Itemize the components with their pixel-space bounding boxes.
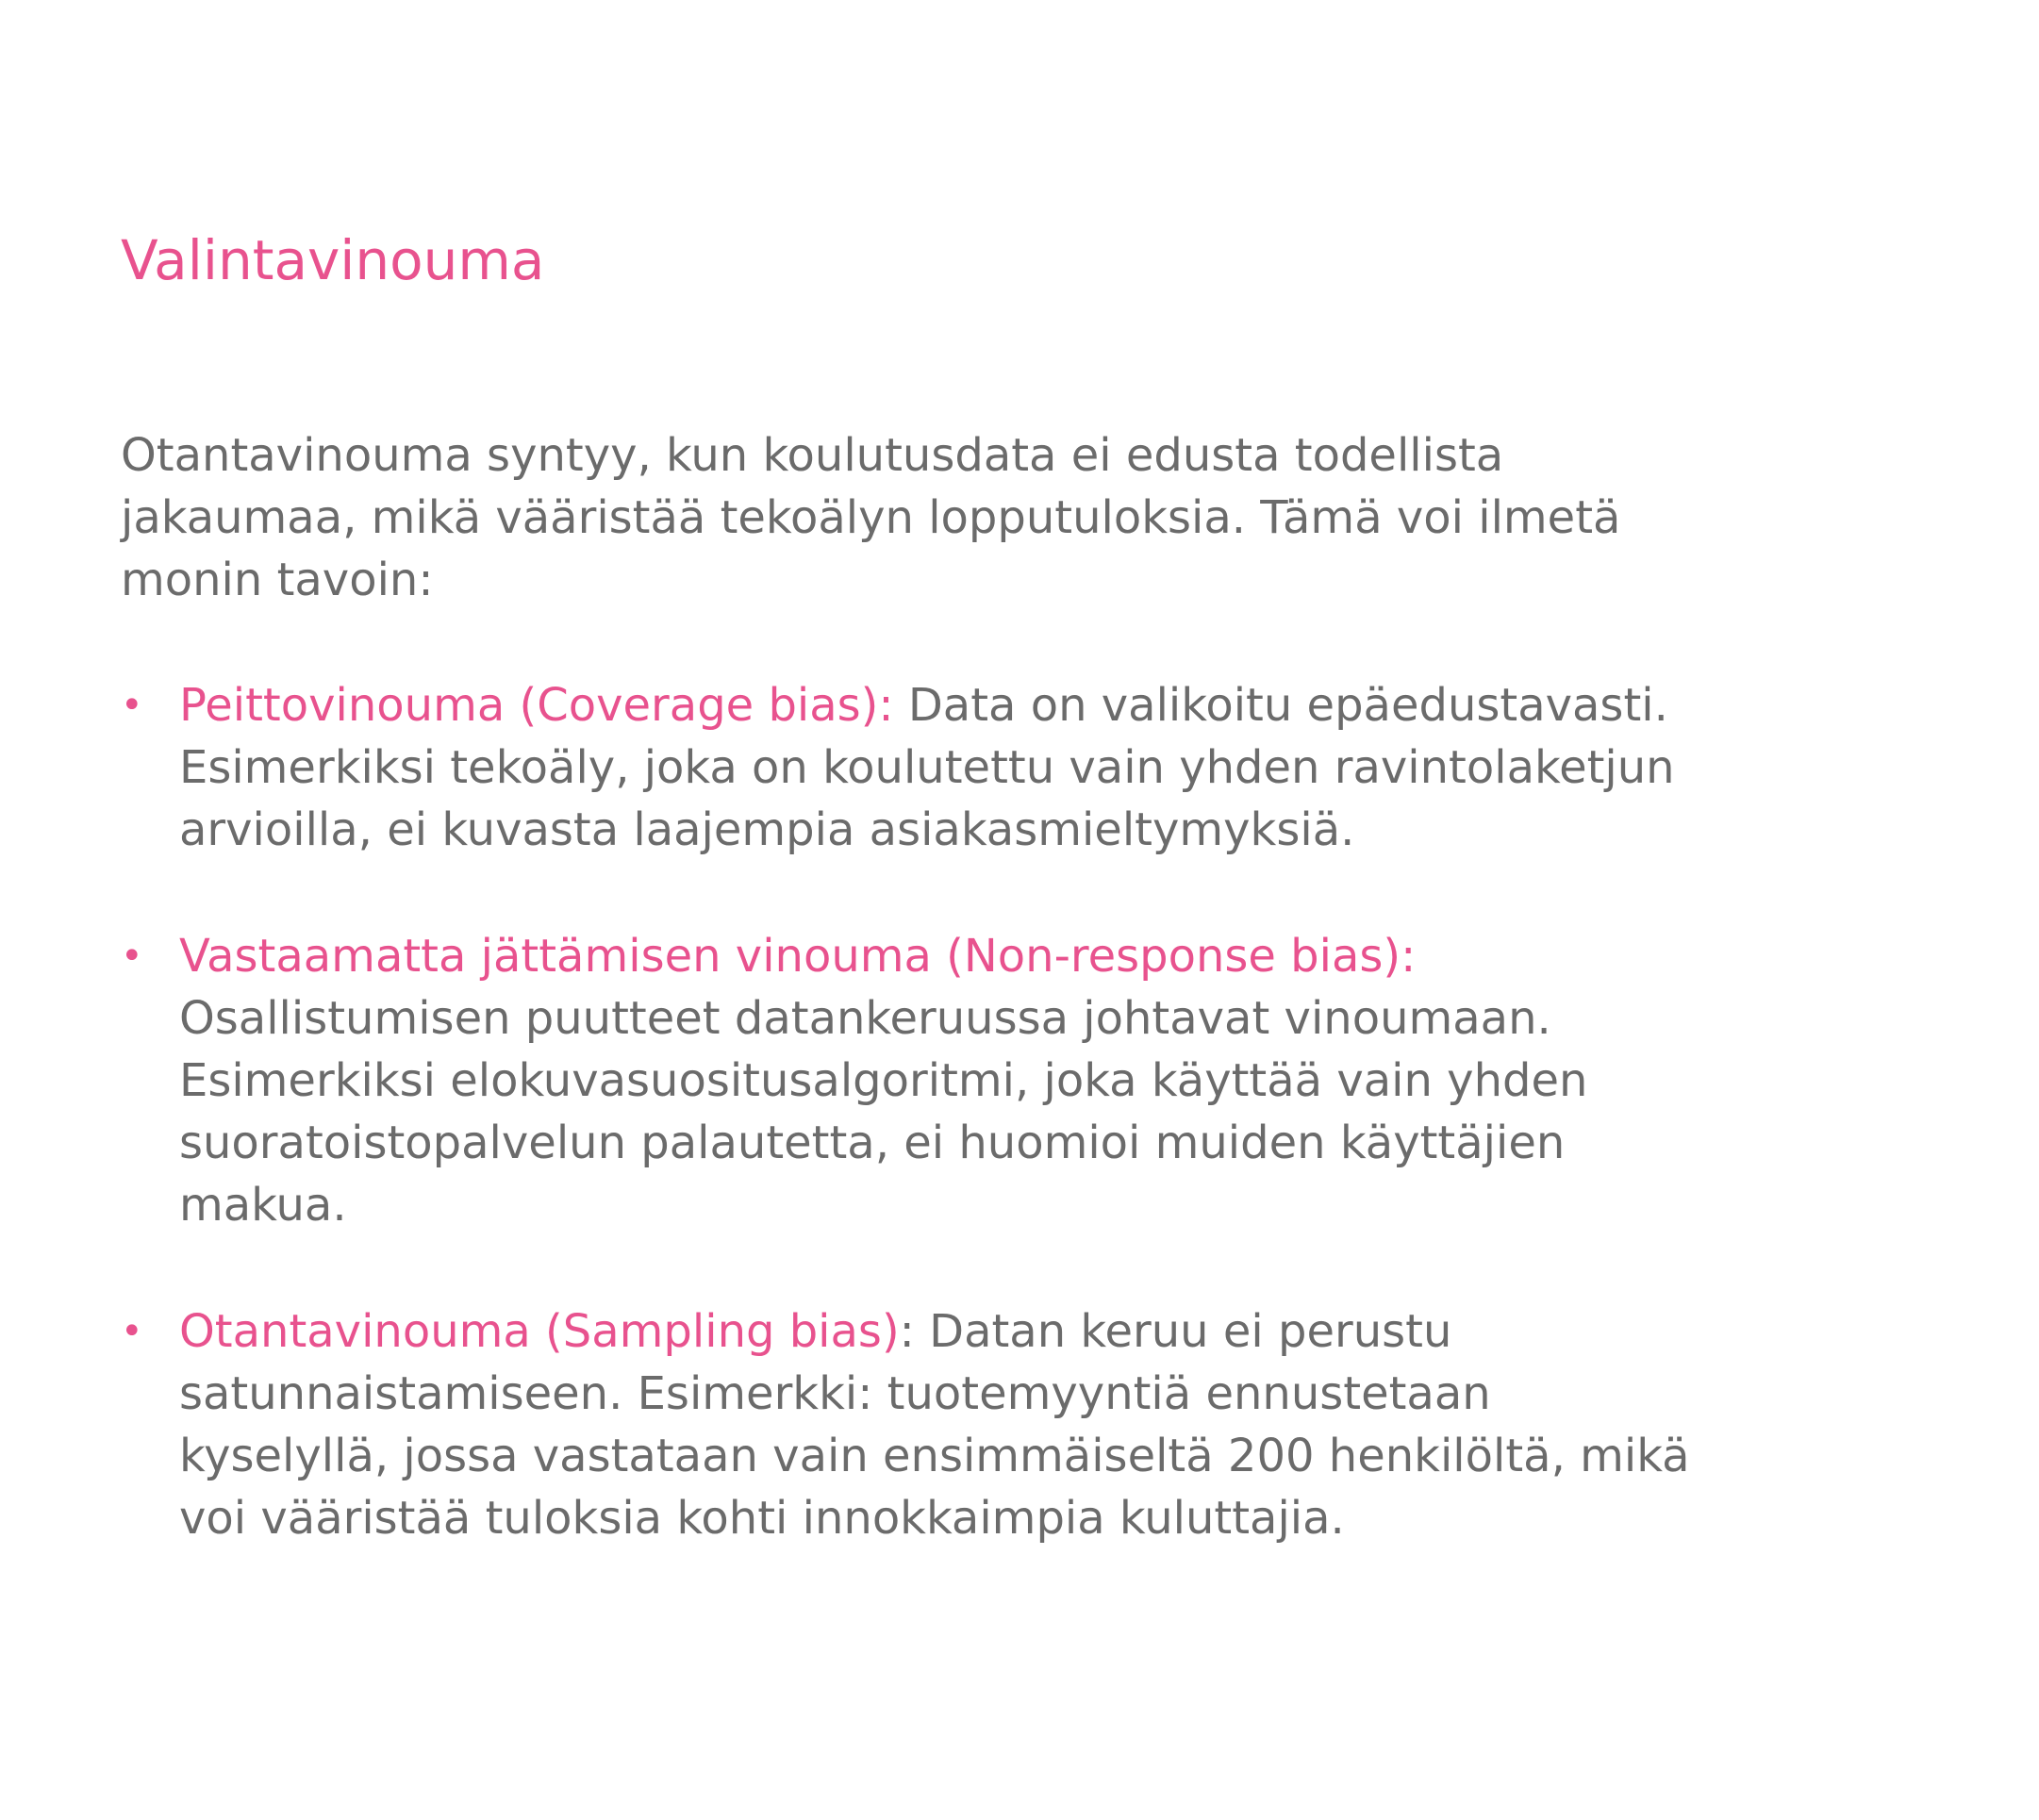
bullet-line: Esimerkiksi tekoäly, joka on koulutettu vain yhden ravintolaketjun xyxy=(179,741,1675,794)
list-item-sampling-bias xyxy=(121,1300,1950,1549)
bullet-first-line xyxy=(179,1300,1950,1363)
bullet-term: Peittovinouma (Coverage bias): xyxy=(179,679,894,732)
bullet-first-line xyxy=(179,925,1950,987)
list-item-coverage-bias xyxy=(121,674,1950,861)
bullet-line: arvioilla, ei kuvasta laajempia asiakasmieltymyksiä. xyxy=(179,803,1355,856)
bullet-dot: • xyxy=(121,684,143,727)
bullet-line: makua. xyxy=(179,1179,347,1232)
bullet-term: Vastaamatta jättämisen vinouma (Non-response bias): xyxy=(179,930,1417,983)
intro-line: Otantavinouma syntyy, kun koulutusdata ei edusta todellista xyxy=(121,429,1504,482)
bullet-dot: • xyxy=(121,935,143,978)
bullet-line: satunnaistamiseen. Esimerkki: tuotemyyntiä ennustetaan xyxy=(179,1367,1491,1420)
bullet-first-line xyxy=(179,674,1950,736)
intro-line: monin tavoin: xyxy=(121,554,434,606)
bullet-line: Osallistumisen puutteet datankeruussa johtavat vinoumaan. xyxy=(179,992,1551,1045)
bullet-line: kyselyllä, jossa vastataan vain ensimmäiseltä 200 henkilöltä, mikä xyxy=(179,1430,1690,1482)
intro-line: jakaumaa, mikä vääristää tekoälyn lopputuloksia. Tämä voi ilmetä xyxy=(121,491,1621,544)
bullet-line: suoratoistopalvelun palautetta, ei huomioi muiden käyttäjien xyxy=(179,1117,1566,1169)
page-title: Valintavinouma xyxy=(121,228,545,292)
intro-paragraph xyxy=(121,424,1931,611)
list-item-non-response-bias xyxy=(121,925,1950,1236)
bullet-term: Otantavinouma (Sampling bias) xyxy=(179,1305,900,1358)
bullet-dot: • xyxy=(121,1310,143,1353)
bullet-first-line-text: Data on valikoitu epäedustavasti. xyxy=(893,679,1668,732)
bullet-line: Esimerkiksi elokuvasuositusalgoritmi, joka käyttää vain yhden xyxy=(179,1054,1588,1107)
bullet-line: voi vääristää tuloksia kohti innokkaimpia kuluttajia. xyxy=(179,1492,1345,1545)
bullet-first-line-text: : Datan keruu ei perustu xyxy=(899,1305,1452,1358)
bias-types-list xyxy=(121,674,1950,1613)
